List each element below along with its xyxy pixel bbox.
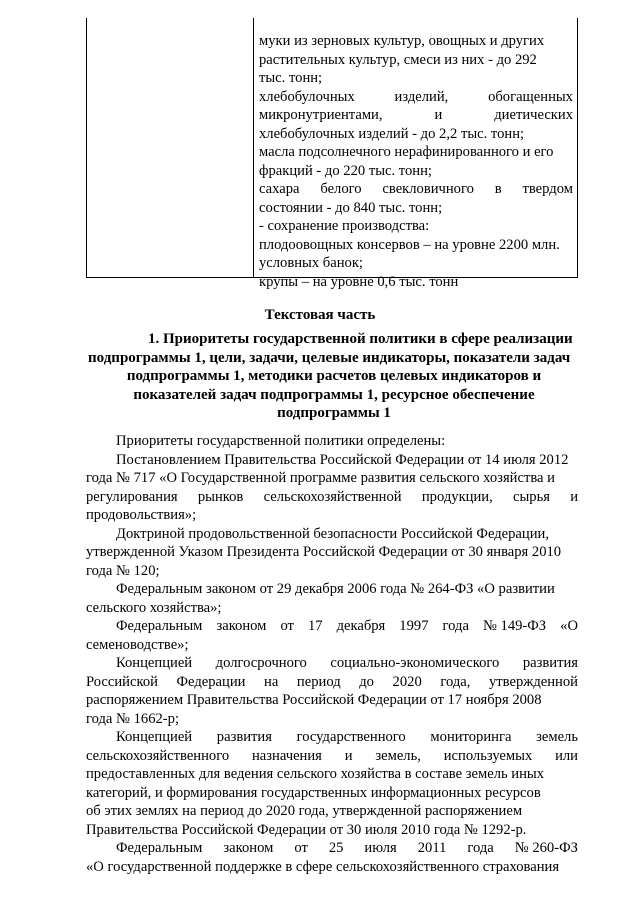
body-line: года № 1662-р;: [86, 710, 180, 727]
table-cell-line: масла подсолнечного нерафинированного и его: [259, 144, 554, 160]
word: микронутриентами,: [259, 107, 383, 123]
body-line: продовольствия»;: [86, 507, 197, 523]
word: назначения: [251, 747, 322, 764]
section-heading-line: показателей задач подпрограммы 1, ресурсное обеспечение: [133, 386, 535, 403]
word: № 260-ФЗ: [514, 840, 578, 856]
section-heading-line: 1. Приоритеты государственной политики в сфере реализации: [148, 331, 573, 347]
word: хлебобулочных: [259, 88, 355, 105]
word: 2011: [417, 840, 447, 856]
word: обогащенных: [488, 88, 573, 105]
table-cell-line: [259, 88, 573, 107]
table-left-cell: [87, 18, 254, 277]
word: продукции,: [421, 488, 493, 505]
word: сырья: [512, 488, 550, 505]
section-heading: [88, 330, 580, 423]
word: или: [555, 747, 578, 764]
word: государственного: [296, 729, 406, 745]
table-right-cell: [259, 32, 573, 291]
word: Федеральным: [116, 618, 203, 634]
word: от: [280, 618, 294, 634]
word: 25: [328, 840, 344, 856]
body-line: семеноводстве»;: [86, 636, 189, 653]
body-line: «О государственной поддержке в сфере сельскохозяйственного страхования: [86, 858, 560, 875]
body-line: Правительства Российской Федерации от 30 июля 2010 года № 1292-р.: [86, 821, 527, 838]
word: сахара: [259, 181, 300, 197]
word: изделий,: [394, 88, 449, 105]
word: законом: [216, 618, 267, 634]
table-cell-line: плодоовощных консервов – на уровне 2200 млн.: [259, 236, 560, 253]
body-line: [86, 728, 578, 747]
body-text: [86, 432, 578, 876]
table-fragment: [86, 18, 578, 290]
table-cell-line: условных банок;: [259, 255, 363, 271]
table-cell-line: [259, 106, 573, 125]
table-cell-line: тыс. тонн;: [259, 70, 323, 86]
body-line: распоряжением Правительства Российской Федерации от 17 ноября 2008: [86, 692, 542, 708]
word: 2020: [392, 673, 422, 690]
word: социально-экономического: [330, 655, 500, 671]
word: «О: [560, 618, 578, 634]
table-cell-line: - сохранение производства:: [259, 218, 430, 234]
word: и: [434, 107, 443, 123]
word: используемых: [443, 747, 533, 764]
word: сельскохозяйственного: [86, 747, 230, 764]
table-cell-line: муки из зерновых культур, овощных и других: [259, 33, 545, 49]
body-line: Постановлением Правительства Российской Федерации от 14 июля 2012: [116, 451, 569, 468]
word: утвержденной: [488, 673, 578, 690]
body-line: года № 717 «О Государственной программе развития сельского хозяйства и: [86, 470, 555, 486]
word: Концепцией: [116, 655, 193, 671]
word: Российской: [86, 673, 158, 690]
word: регулирования: [86, 488, 178, 505]
word: от: [294, 840, 308, 856]
word: сельскохозяйственной: [263, 488, 402, 505]
word: на: [264, 673, 279, 690]
word: законом: [223, 840, 274, 856]
word: диетических: [494, 107, 573, 123]
body-line: сельского хозяйства»;: [86, 599, 222, 616]
word: и: [344, 747, 353, 764]
table-cell-line: фракций - до 220 тыс. тонн;: [259, 162, 432, 179]
word: и: [570, 488, 578, 505]
word: рынков: [197, 488, 244, 505]
table-cell-line: состоянии - до 840 тыс. тонн;: [259, 199, 443, 216]
word: Федеральным: [116, 840, 203, 856]
word: до: [359, 673, 374, 690]
body-line: утвержденной Указом Президента Российской Федерации от 30 января 2010: [86, 544, 562, 560]
word: Концепцией: [116, 729, 193, 745]
section-heading-line: подпрограммы 1: [277, 405, 391, 422]
word: 17: [307, 618, 323, 634]
word: развития: [522, 655, 578, 671]
body-line: Федеральным законом от 29 декабря 2006 года № 264-ФЗ «О развитии: [116, 581, 555, 597]
word: земель,: [375, 747, 421, 764]
table-cell-line: [259, 180, 573, 199]
section-heading-line: подпрограммы 1, методики расчетов целевых индикаторов и: [126, 368, 542, 385]
word: мониторинга: [430, 729, 512, 745]
body-line: Приоритеты государственной политики определены:: [116, 433, 446, 449]
body-line: [86, 654, 578, 673]
body-line: [86, 488, 578, 507]
body-line: года № 120;: [86, 562, 160, 579]
word: декабря: [336, 618, 386, 634]
word: Федерации: [176, 673, 246, 690]
body-line: [86, 617, 578, 636]
word: период: [296, 673, 341, 690]
word: свекловичного: [382, 181, 474, 197]
word: развития: [216, 729, 272, 745]
body-line: категорий, и формирования государственных информационных ресурсов: [86, 784, 541, 801]
word: года,: [440, 673, 471, 690]
table-cell-line: растительных культур, смеси из них - до 292: [259, 51, 537, 68]
word: 1997: [399, 618, 429, 634]
body-line: Доктриной продовольственной безопасности Российской Федерации,: [116, 525, 549, 542]
body-line: [86, 839, 578, 858]
text-part-title: Текстовая часть: [264, 307, 376, 323]
body-line: предоставленных для ведения сельского хозяйства в составе земель иных: [86, 766, 545, 782]
word: года: [442, 618, 469, 634]
word: твердом: [522, 181, 573, 197]
table-cell-line: крупы – на уровне 0,6 тыс. тонн: [259, 273, 459, 290]
section-heading-line: подпрограммы 1, цели, задачи, целевые индикаторы, показатели задач: [88, 349, 571, 366]
word: в: [494, 181, 502, 197]
body-line: об этих землях на период до 2020 года, утвержденной распоряжением: [86, 803, 523, 819]
body-line: [86, 673, 578, 692]
word: № 149-ФЗ: [482, 618, 547, 634]
word: белого: [320, 181, 362, 197]
body-line: [86, 747, 578, 766]
word: долгосрочного: [215, 655, 307, 671]
word: года: [467, 840, 494, 856]
word: июля: [364, 840, 397, 856]
word: земель: [536, 729, 578, 745]
table-cell-line: хлебобулочных изделий - до 2,2 тыс. тонн;: [259, 125, 525, 142]
